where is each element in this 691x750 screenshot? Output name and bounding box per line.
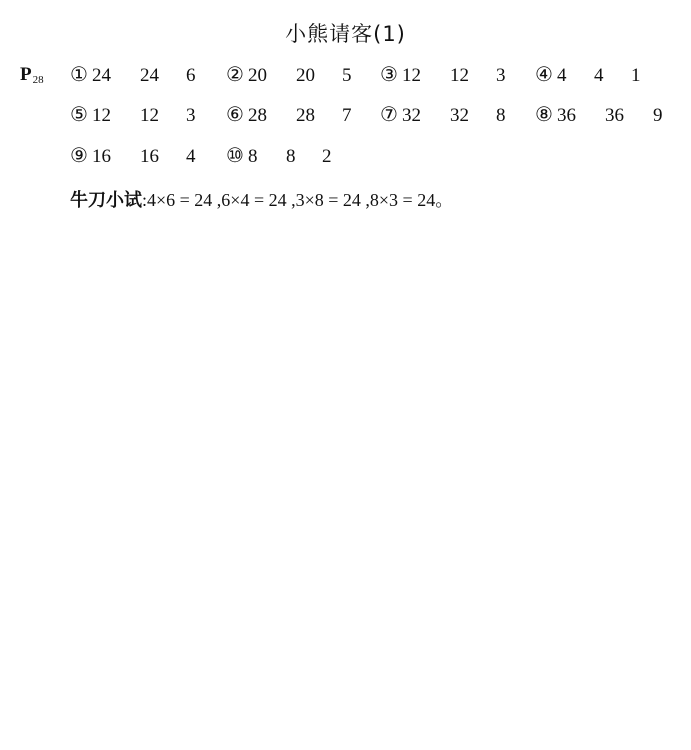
answer-item-6 xyxy=(226,102,362,127)
answer-value: 28 xyxy=(248,105,267,126)
answer-value: 12 xyxy=(140,105,159,126)
answer-value: 3 xyxy=(496,65,506,86)
item-marker: ⑩ xyxy=(226,145,244,167)
answer-value: 36 xyxy=(605,105,624,126)
answer-value: 36 xyxy=(557,105,576,126)
answer-value: 4 xyxy=(186,146,196,167)
answer-value: 24 xyxy=(92,65,111,86)
trial-equations: :4×6 = 24 ,6×4 = 24 ,3×8 = 24 ,8×3 = 24。 xyxy=(142,190,454,210)
answer-value: 1 xyxy=(631,65,641,86)
answer-item-3 xyxy=(380,62,516,87)
answer-item-2 xyxy=(226,62,362,87)
answer-value: 8 xyxy=(286,146,296,167)
answer-value: 7 xyxy=(342,105,352,126)
answer-value: 20 xyxy=(248,65,267,86)
answer-value: 20 xyxy=(296,65,315,86)
page-number: 28 xyxy=(32,74,44,86)
answer-value: 2 xyxy=(322,146,332,167)
answer-item-5 xyxy=(70,102,206,127)
answer-value: 32 xyxy=(450,105,469,126)
item-marker: ⑧ xyxy=(535,104,553,126)
item-marker: ⑥ xyxy=(226,104,244,126)
answer-item-8 xyxy=(535,102,673,127)
answer-value: 12 xyxy=(450,65,469,86)
answer-value: 24 xyxy=(140,65,159,86)
page-number-label xyxy=(20,64,44,86)
answer-item-10 xyxy=(226,143,342,168)
trial-label: 牛刀小试 xyxy=(70,190,142,211)
answer-value: 12 xyxy=(402,65,421,86)
answer-item-9 xyxy=(70,143,206,168)
page-prefix: P xyxy=(20,64,32,85)
answer-value: 28 xyxy=(296,105,315,126)
answer-value: 16 xyxy=(92,146,111,167)
answer-value: 5 xyxy=(342,65,352,86)
trial-exercise xyxy=(70,186,453,212)
item-marker: ② xyxy=(226,64,244,86)
answer-item-4 xyxy=(535,62,651,87)
answer-value: 16 xyxy=(140,146,159,167)
item-marker: ④ xyxy=(535,64,553,86)
item-marker: ⑦ xyxy=(380,104,398,126)
item-marker: ③ xyxy=(380,64,398,86)
answer-value: 12 xyxy=(92,105,111,126)
answer-value: 6 xyxy=(186,65,196,86)
answer-value: 3 xyxy=(186,105,196,126)
item-marker: ⑨ xyxy=(70,145,88,167)
answer-value: 9 xyxy=(653,105,663,126)
answer-value: 8 xyxy=(496,105,506,126)
page-title: 小熊请客(1) xyxy=(285,22,406,46)
answer-value: 4 xyxy=(594,65,604,86)
answer-value: 8 xyxy=(248,146,258,167)
answer-value: 4 xyxy=(557,65,567,86)
answer-item-1 xyxy=(70,62,206,87)
answer-value: 32 xyxy=(402,105,421,126)
item-marker: ⑤ xyxy=(70,104,88,126)
answer-item-7 xyxy=(380,102,516,127)
item-marker: ① xyxy=(70,64,88,86)
